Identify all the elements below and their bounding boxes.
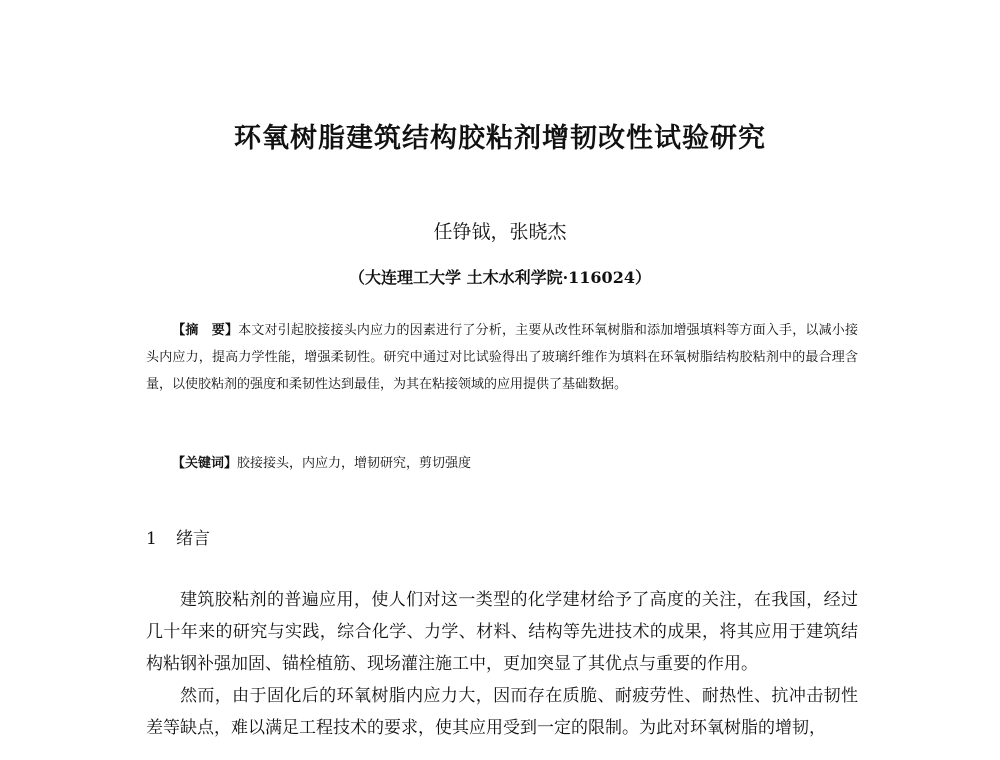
section-number: 1 — [146, 529, 157, 549]
paragraph: 建筑胶粘剂的普遍应用，使人们对这一类型的化学建材给予了高度的关注，在我国，经过几十年来的研究与实践，综合化学、力学、材料、结构等先进技术的成果，将其应用于建筑结构粘钢补强加固、锚栓植筋、现场灌注施工中，更加突显了其优点与重要的作用。 — [146, 590, 858, 674]
paragraph: 然而，由于固化后的环氧树脂内应力大，因而存在质脆、耐疲劳性、耐热性、抗冲击韧性差等缺点，难以满足工程技术的要求，使其应用受到一定的限制。为此对环氧树脂的增韧， — [146, 686, 858, 738]
section-title: 绪言 — [176, 529, 210, 549]
authors: 任铮钺，张晓杰 — [433, 221, 567, 243]
keywords-label: 【关键词】 — [172, 456, 238, 471]
body-text — [146, 584, 858, 744]
keywords-text: 胶接接头，内应力，增韧研究，剪切强度 — [237, 456, 472, 471]
affiliation: （大连理工大学 土木水利学院·116024） — [349, 268, 651, 287]
abstract — [146, 317, 858, 398]
section-heading — [146, 524, 210, 549]
keywords — [172, 452, 862, 476]
abstract-label: 【摘 要】 — [172, 323, 239, 338]
abstract-text: 本文对引起胶接接头内应力的因素进行了分析，主要从改性环氧树脂和添加增强填料等方面入手，以减小接头内应力，提高力学性能，增强柔韧性。研究中通过对比试验得出了玻璃纤维作为填料在环氧树脂结构胶粘剂中的最合理含量，以使胶粘剂的强度和柔韧性达到最佳，为其在粘接领域的应用提供了基础数据。 — [146, 323, 858, 392]
paper-title: 环氧树脂建筑结构胶粘剂增韧改性试验研究 — [234, 123, 766, 154]
